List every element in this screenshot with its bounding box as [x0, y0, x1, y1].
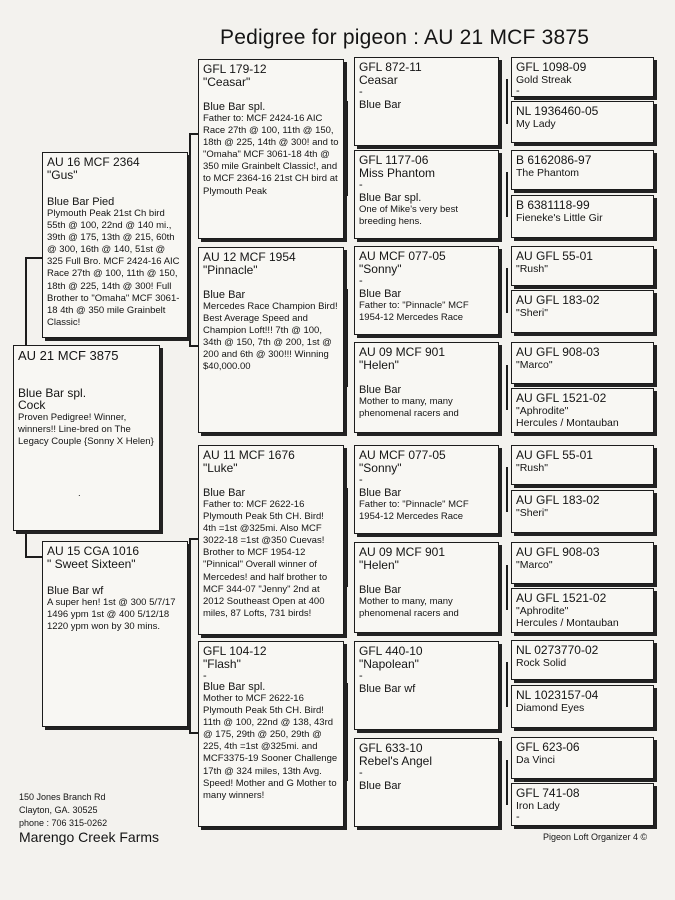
address-street: 150 Jones Branch Rd	[19, 792, 106, 802]
subject-dot: .	[78, 488, 81, 500]
page-title: Pedigree for pigeon : AU 21 MCF 3875	[220, 26, 590, 49]
subject-sex: Cock	[18, 398, 46, 412]
ggp-name: "Sonny"	[359, 262, 402, 276]
gggp-band-id: AU GFL 183-02	[516, 493, 600, 507]
gggp-band-id: GFL 741-08	[516, 786, 580, 800]
dam-card	[42, 541, 188, 727]
grandparent-color: Blue Bar spl.	[203, 681, 266, 693]
dam-name: " Sweet Sixteen"	[47, 557, 136, 571]
ggp-band-id: AU 09 MCF 901	[359, 345, 446, 359]
great-grandparent-card	[354, 542, 499, 633]
ggp-color: Blue Bar	[359, 99, 402, 111]
gggp-dash: -	[516, 85, 520, 97]
gggp-card	[511, 246, 654, 286]
ggp-color: Blue Bar	[359, 780, 402, 792]
dam-note: A super hen! 1st @ 300 5/7/17 1496 ypm 1st @ 400 5/12/18 1220 ypm won by 30 mins.	[47, 597, 176, 633]
connector-gp-bottom	[189, 538, 191, 733]
gggp-card	[511, 490, 654, 533]
grandparent-band-id: AU 11 MCF 1676	[203, 448, 295, 462]
dam-band-id: AU 15 CGA 1016	[47, 544, 140, 558]
connector-ggp-2	[346, 289, 348, 387]
ggp-band-id: AU MCF 077-05	[359, 249, 446, 263]
gggp-card	[511, 640, 654, 680]
gggp-dash: -	[516, 811, 520, 823]
connector-ggp-3	[346, 488, 348, 587]
grandparent-dash: -	[203, 670, 207, 682]
grandparent-card	[198, 445, 344, 635]
gggp-extra: Hercules / Montauban	[516, 617, 619, 629]
gggp-band-id: AU GFL 1521-02	[516, 591, 607, 605]
grandparent-note: Father to: MCF 2622-16 Plymouth Peak 5th CH. Bird! 4th =1st @325mi. Also MCF 3022-18 =1st @350 Cuevas! Brother to MCF 1954-12 "Pinnical" Overall winner of Mercedes! and half brother to MCF 344-07 "Jenny" 2nd at 2012 Southeast Open at 400 miles, 87 Lofts, 731 birds!	[203, 499, 328, 619]
gggp-name: "Marco"	[516, 359, 553, 371]
gggp-name: "Aphrodite"	[516, 405, 569, 417]
ggp-color: Blue Bar spl.	[359, 192, 422, 204]
ggp-note: Mother to many, many phenomenal racers and	[359, 596, 459, 620]
grandparent-card	[198, 641, 344, 827]
gggp-name: My Lady	[516, 118, 556, 130]
gggp-card	[511, 342, 654, 384]
ggp-note: Father to: "Pinnacle" MCF 1954-12 Mercedes Race	[359, 499, 469, 523]
footer-app-name: Pigeon Loft Organizer 4 ©	[543, 832, 648, 842]
ggp-dash: -	[359, 474, 363, 486]
great-grandparent-card	[354, 738, 499, 827]
gggp-card	[511, 195, 654, 238]
subject-pigeon-card	[13, 345, 160, 531]
gggp-card	[511, 542, 654, 584]
ggp-name: "Helen"	[359, 358, 399, 372]
farm-name: Marengo Creek Farms	[19, 829, 160, 845]
great-grandparent-card	[354, 246, 499, 335]
grandparent-color: Blue Bar	[203, 487, 246, 499]
ggp-color: Blue Bar	[359, 384, 402, 396]
gggp-band-id: AU GFL 1521-02	[516, 391, 607, 405]
sire-band-id: AU 16 MCF 2364	[47, 155, 140, 169]
gggp-band-id: GFL 623-06	[516, 740, 580, 754]
grandparent-color: Blue Bar	[203, 289, 246, 301]
grandparent-band-id: GFL 104-12	[203, 644, 267, 658]
connector-sire	[25, 257, 43, 259]
connector-gggp-5	[506, 467, 508, 512]
grandparent-band-id: GFL 179-12	[203, 62, 267, 76]
ggp-name: Miss Phantom	[359, 166, 436, 180]
ggp-dash: -	[359, 86, 363, 98]
grandparent-card	[198, 247, 344, 433]
gggp-name: "Rush"	[516, 263, 548, 275]
gggp-band-id: NL 0273770-02	[516, 643, 599, 657]
gggp-name: Da Vinci	[516, 754, 555, 766]
gggp-band-id: AU GFL 183-02	[516, 293, 600, 307]
connector-gggp-3	[506, 268, 508, 313]
connector-dam	[25, 556, 43, 558]
ggp-name: "Napolean"	[359, 657, 419, 671]
gggp-band-id: NL 1023157-04	[516, 688, 599, 702]
ggp-color: Blue Bar	[359, 487, 402, 499]
gggp-name: "Sheri"	[516, 507, 548, 519]
ggp-name: "Sonny"	[359, 461, 402, 475]
gggp-name: "Aphrodite"	[516, 605, 569, 617]
gggp-name: "Sheri"	[516, 307, 548, 319]
dam-color: Blue Bar wf	[47, 585, 104, 597]
grandparent-band-id: AU 12 MCF 1954	[203, 250, 296, 264]
connector-gp-top	[189, 133, 191, 346]
gggp-extra: Hercules / Montauban	[516, 417, 619, 429]
great-grandparent-card	[354, 150, 499, 239]
gggp-band-id: GFL 1098-09	[516, 60, 587, 74]
gggp-band-id: NL 1936460-05	[516, 104, 599, 118]
ggp-band-id: AU MCF 077-05	[359, 448, 446, 462]
ggp-name: "Helen"	[359, 558, 399, 572]
ggp-band-id: GFL 440-10	[359, 644, 423, 658]
gggp-band-id: AU GFL 55-01	[516, 448, 593, 462]
connector-gggp-7	[506, 662, 508, 707]
sire-note: Plymouth Peak 21st Ch bird 55th @ 100, 22nd @ 140 mi., 39th @ 175, 13th @ 215, 60th @ 300, 16th @ 140, 51st @ 325 Full Bro. MCF 2424-16 AIC Race 27th @ 100, 11th @ 150, 18th @ 225, 14th @ 300! Full Brother to "Omaha" MCF 3061-18 4th @ 350 mile Grainbelt Classic!	[47, 208, 180, 328]
grandparent-name: "Flash"	[203, 657, 241, 671]
ggp-name: Ceasar	[359, 73, 398, 87]
ggp-dash: -	[359, 275, 363, 287]
sire-name: "Gus"	[47, 168, 78, 182]
ggp-note: Mother to many, many phenomenal racers and	[359, 396, 459, 420]
sire-card	[42, 152, 188, 338]
great-grandparent-card	[354, 342, 499, 433]
connector-gggp-8	[506, 760, 508, 805]
gggp-card	[511, 737, 654, 779]
address-city: Clayton, GA. 30525	[19, 805, 98, 815]
gggp-card	[511, 388, 654, 433]
grandparent-name: "Ceasar"	[203, 75, 251, 89]
gggp-name: "Rush"	[516, 462, 548, 474]
connector-gggp-1	[506, 79, 508, 124]
ggp-band-id: GFL 1177-06	[359, 153, 429, 167]
gggp-card	[511, 783, 654, 826]
ggp-name: Rebel's Angel	[359, 754, 433, 768]
gggp-card	[511, 57, 654, 97]
gggp-band-id: AU GFL 908-03	[516, 345, 600, 359]
gggp-card	[511, 685, 654, 728]
connector-gggp-2	[506, 172, 508, 217]
gggp-card	[511, 588, 654, 633]
gggp-name: "Marco"	[516, 559, 553, 571]
gggp-card	[511, 290, 654, 333]
gggp-name: Diamond Eyes	[516, 702, 585, 714]
subject-color: Blue Bar spl.	[18, 386, 87, 400]
grandparent-note: Mercedes Race Champion Bird! Best Average Speed and Champion Loft!!! 7th @ 100, 34th @ 150, 7th @ 200, 1st @ 200 and 6th @ 300!!! Winning $40,000.00	[203, 301, 338, 373]
ggp-note: One of Mike's very best breeding hens.	[359, 204, 458, 228]
ggp-color: Blue Bar wf	[359, 683, 416, 695]
grandparent-color: Blue Bar spl.	[203, 101, 266, 113]
connector-gggp-4	[506, 365, 508, 410]
grandparent-note: Father to: MCF 2424-16 AIC Race 27th @ 100, 11th @ 150, 18th @ 225, 14th @ 300! and to "Omaha" MCF 3061-18 4th @ 350 mile Grainbelt Classic!, and to MCF 2364-16 21st CH bird at Plymouth Peak	[203, 113, 339, 197]
sire-color: Blue Bar Pied	[47, 196, 115, 208]
gggp-card	[511, 150, 654, 190]
ggp-dash: -	[359, 179, 363, 191]
ggp-band-id: GFL 872-11	[359, 60, 422, 74]
subject-band-id: AU 21 MCF 3875	[18, 348, 119, 363]
gggp-name: Fieneke's Little Gir	[516, 212, 603, 224]
gggp-name: The Phantom	[516, 167, 580, 179]
gggp-band-id: B 6381118-99	[516, 198, 590, 212]
connector-ggp-4	[346, 683, 348, 781]
gggp-card	[511, 445, 654, 485]
grandparent-card	[198, 59, 344, 239]
address-phone: phone : 706 315-0262	[19, 818, 108, 828]
connector-ggp-1	[346, 101, 348, 196]
connector-gggp-6	[506, 565, 508, 610]
great-grandparent-card	[354, 641, 499, 730]
grandparent-name: "Pinnacle"	[203, 263, 258, 277]
gggp-band-id: AU GFL 908-03	[516, 545, 600, 559]
gggp-band-id: AU GFL 55-01	[516, 249, 593, 263]
subject-note: Proven Pedigree! Winner, winners!! Line-bred on The Legacy Couple {Sonny X Helen}	[18, 412, 154, 448]
gggp-name: Iron Lady	[516, 800, 560, 812]
ggp-band-id: AU 09 MCF 901	[359, 545, 446, 559]
ggp-color: Blue Bar	[359, 584, 402, 596]
gggp-band-id: B 6162086-97	[516, 153, 592, 167]
ggp-color: Blue Bar	[359, 288, 402, 300]
grandparent-name: "Luke"	[203, 461, 238, 475]
ggp-dash: -	[359, 767, 363, 779]
gggp-name: Gold Streak	[516, 74, 572, 86]
ggp-band-id: GFL 633-10	[359, 741, 423, 755]
great-grandparent-card	[354, 57, 499, 146]
gggp-card	[511, 101, 654, 143]
gggp-name: Rock Solid	[516, 657, 567, 669]
ggp-note: Father to: "Pinnacle" MCF 1954-12 Mercedes Race	[359, 300, 469, 324]
grandparent-note: Mother to MCF 2622-16 Plymouth Peak 5th CH. Bird! 11th @ 100, 22nd @ 138, 43rd @ 175, 29th @ 250, 29th @ 225, 4th =1st @325mi. and MCF3375-19 Sooner Challenge 17th @ 324 miles, 13th Avg. Speed! Mother and G Mother to many winners!	[203, 693, 338, 801]
ggp-dash: -	[359, 670, 363, 682]
great-grandparent-card	[354, 445, 499, 534]
